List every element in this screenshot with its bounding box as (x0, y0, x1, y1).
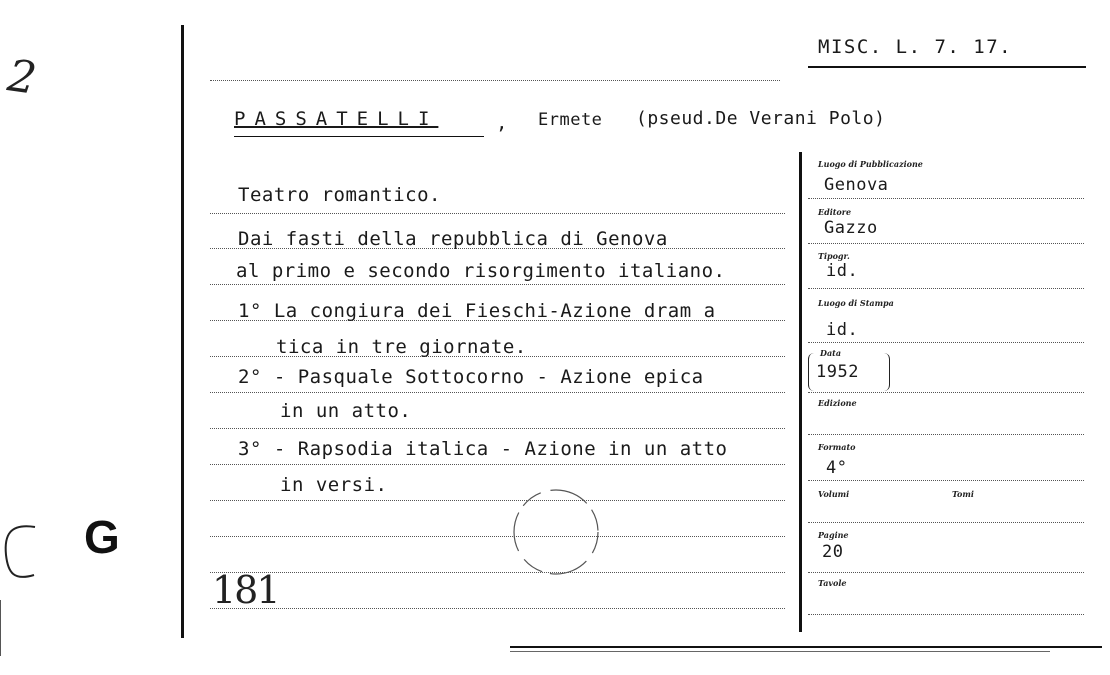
side-rule (808, 342, 1084, 343)
side-rule (808, 572, 1084, 573)
label-luogo-pubblicazione: Luogo di Pubblicazione (818, 159, 923, 169)
body-line-5: tica in tre giornate. (276, 336, 527, 358)
side-rule (808, 614, 1084, 615)
body-line-7: in un atto. (280, 400, 412, 422)
label-editore: Editore (818, 207, 852, 217)
bottom-rule (510, 646, 1102, 648)
rule-line (210, 536, 785, 537)
side-column-line (799, 152, 802, 632)
catalog-number: MISC. L. 7. 17. (818, 36, 1013, 58)
bottom-rule-2 (510, 651, 1050, 652)
rule-line (210, 572, 785, 573)
catalog-underline (808, 66, 1086, 68)
value-tipografia: id. (826, 261, 859, 281)
value-editore: Gazzo (824, 218, 878, 238)
rule-line (210, 284, 785, 285)
rule-line (210, 392, 785, 393)
label-pagine: Pagine (818, 530, 849, 540)
margin-bracket (0, 515, 40, 595)
rule-line (210, 213, 785, 214)
label-edizione: Edizione (818, 398, 857, 408)
label-formato: Formato (818, 442, 856, 452)
value-pagine: 20 (822, 542, 844, 562)
rule-line (210, 464, 785, 465)
rule-line (210, 500, 785, 501)
value-luogo-stampa: id. (826, 320, 859, 340)
author-given-name: Ermete (538, 110, 603, 130)
margin-letter: G (84, 511, 120, 563)
value-formato: 4° (826, 458, 848, 478)
body-line-4: 1° La congiura dei Fieschi-Azione dram a (238, 300, 716, 322)
label-tavole: Tavole (818, 578, 847, 588)
author-separator: , (496, 112, 508, 134)
body-line-2: Dai fasti della repubblica di Genova (238, 228, 668, 250)
side-rule (808, 480, 1084, 481)
label-tipografia: Tipogr. (818, 251, 850, 261)
value-data: 1952 (816, 362, 859, 382)
side-rule (808, 392, 1084, 393)
side-rule (808, 288, 1084, 289)
punch-hole (508, 486, 604, 582)
side-rule (808, 243, 1084, 244)
label-data: Data (820, 348, 841, 358)
body-line-1: Teatro romantico. (238, 184, 441, 206)
rule-line (210, 80, 780, 81)
body-line-6: 2° - Pasquale Sottocorno - Azione epica (238, 366, 704, 388)
label-tomi: Tomi (952, 489, 974, 499)
label-volumi: Volumi (818, 489, 850, 499)
bottom-left-tick (0, 600, 1, 656)
margin-mark-top: 2 (4, 50, 40, 105)
rule-line (210, 608, 785, 609)
left-margin-line (181, 25, 184, 638)
side-rule (808, 198, 1084, 199)
body-line-9: in versi. (280, 474, 388, 496)
author-pseudonym: (pseud.De Verani Polo) (636, 108, 886, 129)
side-rule (808, 434, 1084, 435)
body-line-8: 3° - Rapsodia italica - Azione in un atto (238, 438, 728, 460)
author-underline-double (234, 136, 484, 137)
rule-line (210, 428, 785, 429)
author-surname: PASSATELLI (234, 108, 439, 130)
value-luogo-pubblicazione: Genova (824, 175, 889, 195)
label-luogo-stampa: Luogo di Stampa (818, 298, 894, 308)
handwritten-number: 181 (212, 568, 279, 612)
body-line-3: al primo e secondo risorgimento italiano. (236, 260, 726, 282)
side-rule (808, 522, 1084, 523)
